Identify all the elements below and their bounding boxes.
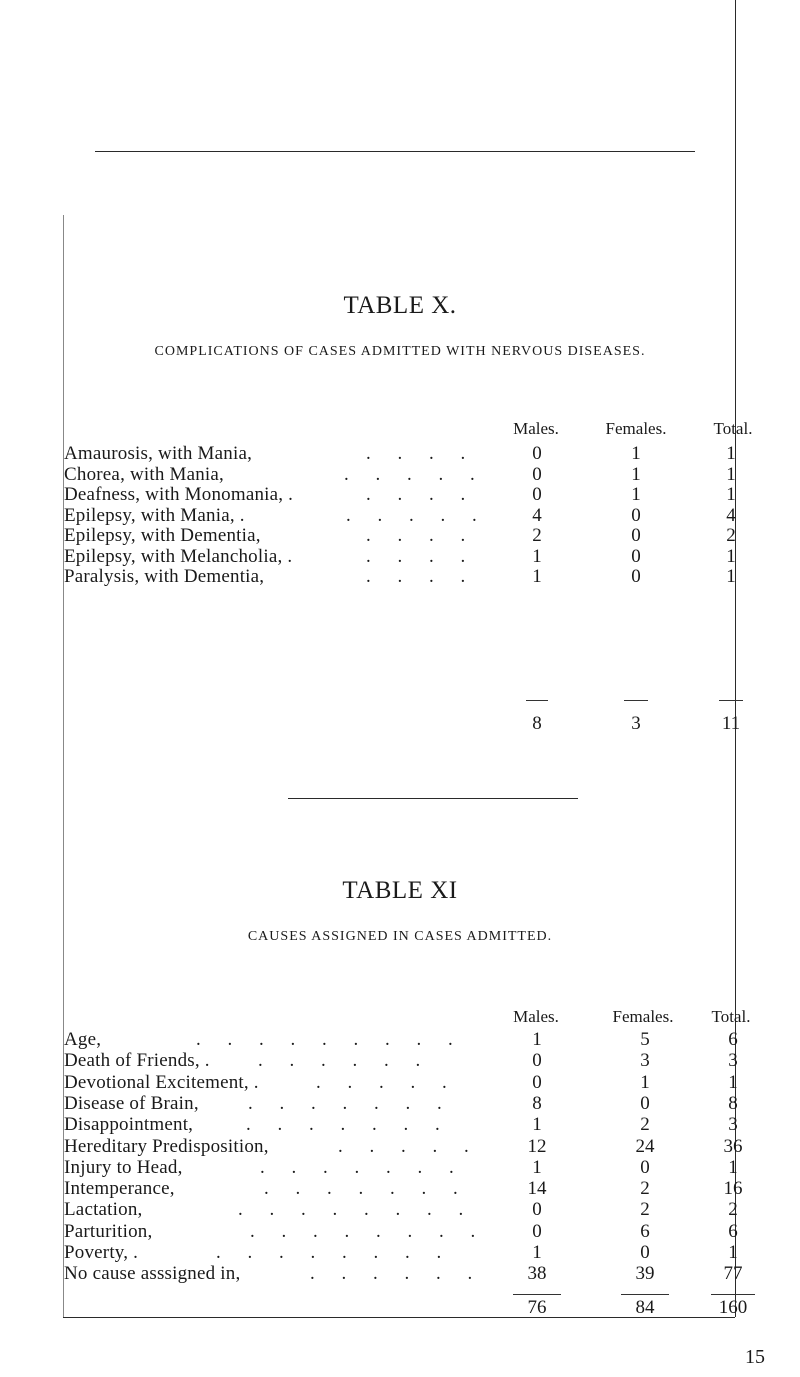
row-leader-dots: . . . .	[366, 525, 477, 546]
cell-females: 1	[631, 484, 641, 505]
cell-total: 16	[723, 1178, 743, 1200]
row-leader-dots: . . . . .	[338, 1135, 480, 1157]
table-row	[0, 1093, 800, 1115]
cell-males: 2	[532, 525, 542, 546]
cell-females: 1	[631, 463, 641, 485]
table11-totals-row	[0, 1297, 800, 1319]
row-leader-dots: . . . . . .	[258, 1050, 432, 1072]
cell-males: 0	[532, 484, 542, 505]
cell-males: 0	[532, 1071, 542, 1093]
cell-males: 1	[532, 1029, 542, 1050]
table-row	[0, 1263, 800, 1285]
table11-total-males: 76	[527, 1297, 547, 1318]
table11-header-females: Females.	[612, 1007, 674, 1026]
row-label: Lactation,	[64, 1199, 143, 1221]
table10-total-total: 11	[721, 713, 741, 734]
cell-total: 1	[728, 1071, 738, 1093]
cell-males: 0	[532, 1199, 542, 1221]
row-leader-dots: . . . . . . .	[260, 1156, 465, 1178]
cell-total: 1	[728, 1242, 738, 1263]
cell-males: 8	[532, 1092, 542, 1114]
table-row	[0, 546, 800, 568]
cell-males: 4	[532, 504, 542, 526]
table10-header-females: Females.	[605, 419, 667, 438]
table11-sum-line-total	[711, 1294, 755, 1295]
row-label: Hereditary Predisposition,	[64, 1135, 269, 1157]
row-label: Injury to Head,	[64, 1156, 183, 1178]
table-row	[0, 566, 800, 588]
cell-males: 0	[532, 443, 542, 464]
table-row	[0, 1221, 800, 1243]
row-leader-dots: . . . . . . .	[264, 1178, 469, 1200]
table10-title: TABLE X.	[343, 292, 457, 319]
table11-header-total: Total.	[711, 1007, 751, 1026]
row-label: Disease of Brain,	[64, 1092, 199, 1114]
row-leader-dots: . . . . . . . .	[238, 1199, 475, 1221]
table11-sum-line-females	[621, 1294, 669, 1295]
row-leader-dots: . . . . . . .	[248, 1092, 453, 1114]
cell-total: 1	[726, 463, 736, 485]
section-divider	[288, 798, 578, 799]
row-leader-dots: . . . . . . . .	[216, 1242, 453, 1263]
cell-total: 36	[723, 1135, 743, 1157]
cell-males: 14	[527, 1178, 547, 1200]
table-row	[0, 1114, 800, 1136]
cell-males: 1	[532, 1114, 542, 1136]
table-row	[0, 1157, 800, 1179]
cell-females: 24	[635, 1135, 655, 1157]
cell-total: 6	[728, 1029, 738, 1050]
cell-females: 2	[640, 1199, 650, 1221]
top-border-rule	[95, 151, 695, 152]
cell-males: 12	[527, 1135, 547, 1157]
table-row	[0, 505, 800, 527]
cell-males: 38	[527, 1263, 547, 1285]
cell-males: 0	[532, 1220, 542, 1242]
cell-females: 6	[640, 1220, 650, 1242]
table-row	[0, 1242, 800, 1264]
page-number: 15	[745, 1346, 765, 1368]
cell-females: 0	[640, 1092, 650, 1114]
table-row	[0, 443, 800, 465]
row-label: Disappointment,	[64, 1114, 194, 1136]
row-leader-dots: . . . .	[366, 566, 477, 587]
cell-total: 77	[723, 1263, 743, 1285]
cell-total: 1	[728, 1156, 738, 1178]
cell-males: 0	[532, 1050, 542, 1072]
cell-total: 2	[726, 525, 736, 546]
cell-total: 3	[728, 1050, 738, 1072]
row-label: No cause asssigned in,	[64, 1263, 241, 1285]
cell-total: 2	[728, 1199, 738, 1221]
cell-females: 2	[640, 1178, 650, 1200]
cell-females: 2	[640, 1114, 650, 1136]
row-leader-dots: . . . .	[366, 443, 477, 464]
table10-totals-row	[0, 713, 800, 735]
table11-header-males: Males.	[513, 1007, 559, 1026]
table10-header-total: Total.	[713, 419, 753, 438]
row-leader-dots: . . . .	[366, 484, 477, 505]
table-row	[0, 1136, 800, 1158]
row-label: Amaurosis, with Mania,	[64, 443, 253, 464]
table-row	[0, 484, 800, 506]
table-row	[0, 464, 800, 486]
cell-total: 1	[726, 545, 736, 567]
cell-males: 0	[532, 463, 542, 485]
row-label: Intemperance,	[64, 1178, 175, 1200]
row-leader-dots: . . . . . . . . .	[196, 1029, 464, 1050]
cell-males: 1	[532, 1156, 542, 1178]
cell-females: 0	[631, 545, 641, 567]
cell-females: 0	[640, 1156, 650, 1178]
table-row	[0, 1072, 800, 1094]
table-row	[0, 1029, 800, 1051]
row-leader-dots: . . . . .	[344, 463, 486, 485]
cell-total: 1	[726, 443, 736, 464]
row-leader-dots: . . . . . . . .	[250, 1220, 487, 1242]
cell-total: 1	[726, 484, 736, 505]
row-label: Age,	[64, 1029, 102, 1050]
table11-total-females: 84	[635, 1297, 655, 1318]
row-label: Death of Friends, .	[64, 1050, 210, 1072]
table11-subtitle: CAUSES ASSIGNED IN CASES ADMITTED.	[247, 929, 553, 944]
row-leader-dots: . . . . . . .	[246, 1114, 451, 1136]
row-label: Epilepsy, with Melancholia, .	[64, 545, 293, 567]
table10-total-males: 8	[532, 713, 542, 734]
row-label: Poverty, .	[64, 1242, 139, 1263]
row-leader-dots: . . . . . .	[310, 1263, 484, 1285]
table11-total-total: 160	[718, 1297, 748, 1318]
cell-females: 3	[640, 1050, 650, 1072]
table-row	[0, 1050, 800, 1072]
table-row	[0, 525, 800, 547]
row-label: Chorea, with Mania,	[64, 463, 224, 485]
cell-total: 6	[728, 1220, 738, 1242]
row-leader-dots: . . . .	[366, 545, 477, 567]
table10-sum-line-females	[624, 700, 648, 701]
cell-females: 0	[640, 1242, 650, 1263]
table10-subtitle: COMPLICATIONS OF CASES ADMITTED WITH NERVOUS DISEASES.	[154, 344, 646, 359]
row-label: Paralysis, with Dementia,	[64, 566, 265, 587]
cell-males: 1	[532, 1242, 542, 1263]
table10-sum-line-total	[719, 700, 743, 701]
row-label: Devotional Excitement, .	[64, 1071, 259, 1093]
row-leader-dots: . . . . .	[346, 504, 488, 526]
cell-total: 1	[726, 566, 736, 587]
cell-total: 3	[728, 1114, 738, 1136]
table-row	[0, 1178, 800, 1200]
row-label: Parturition,	[64, 1220, 153, 1242]
row-label: Epilepsy, with Dementia,	[64, 525, 261, 546]
cell-females: 39	[635, 1263, 655, 1285]
cell-females: 0	[631, 566, 641, 587]
cell-males: 1	[532, 545, 542, 567]
table10-total-females: 3	[631, 713, 641, 734]
cell-females: 1	[631, 443, 641, 464]
cell-males: 1	[532, 566, 542, 587]
cell-females: 1	[640, 1071, 650, 1093]
table-row	[0, 1199, 800, 1221]
row-label: Deafness, with Monomania, .	[64, 484, 294, 505]
cell-total: 4	[726, 504, 736, 526]
cell-females: 0	[631, 525, 641, 546]
table10-header-males: Males.	[513, 419, 559, 438]
cell-females: 5	[640, 1029, 650, 1050]
row-label: Epilepsy, with Mania, .	[64, 504, 245, 526]
table11-sum-line-males	[513, 1294, 561, 1295]
table10-sum-line-males	[526, 700, 548, 701]
table11-title: TABLE XI	[342, 877, 458, 904]
cell-total: 8	[728, 1092, 738, 1114]
row-leader-dots: . . . . .	[316, 1071, 458, 1093]
cell-females: 0	[631, 504, 641, 526]
